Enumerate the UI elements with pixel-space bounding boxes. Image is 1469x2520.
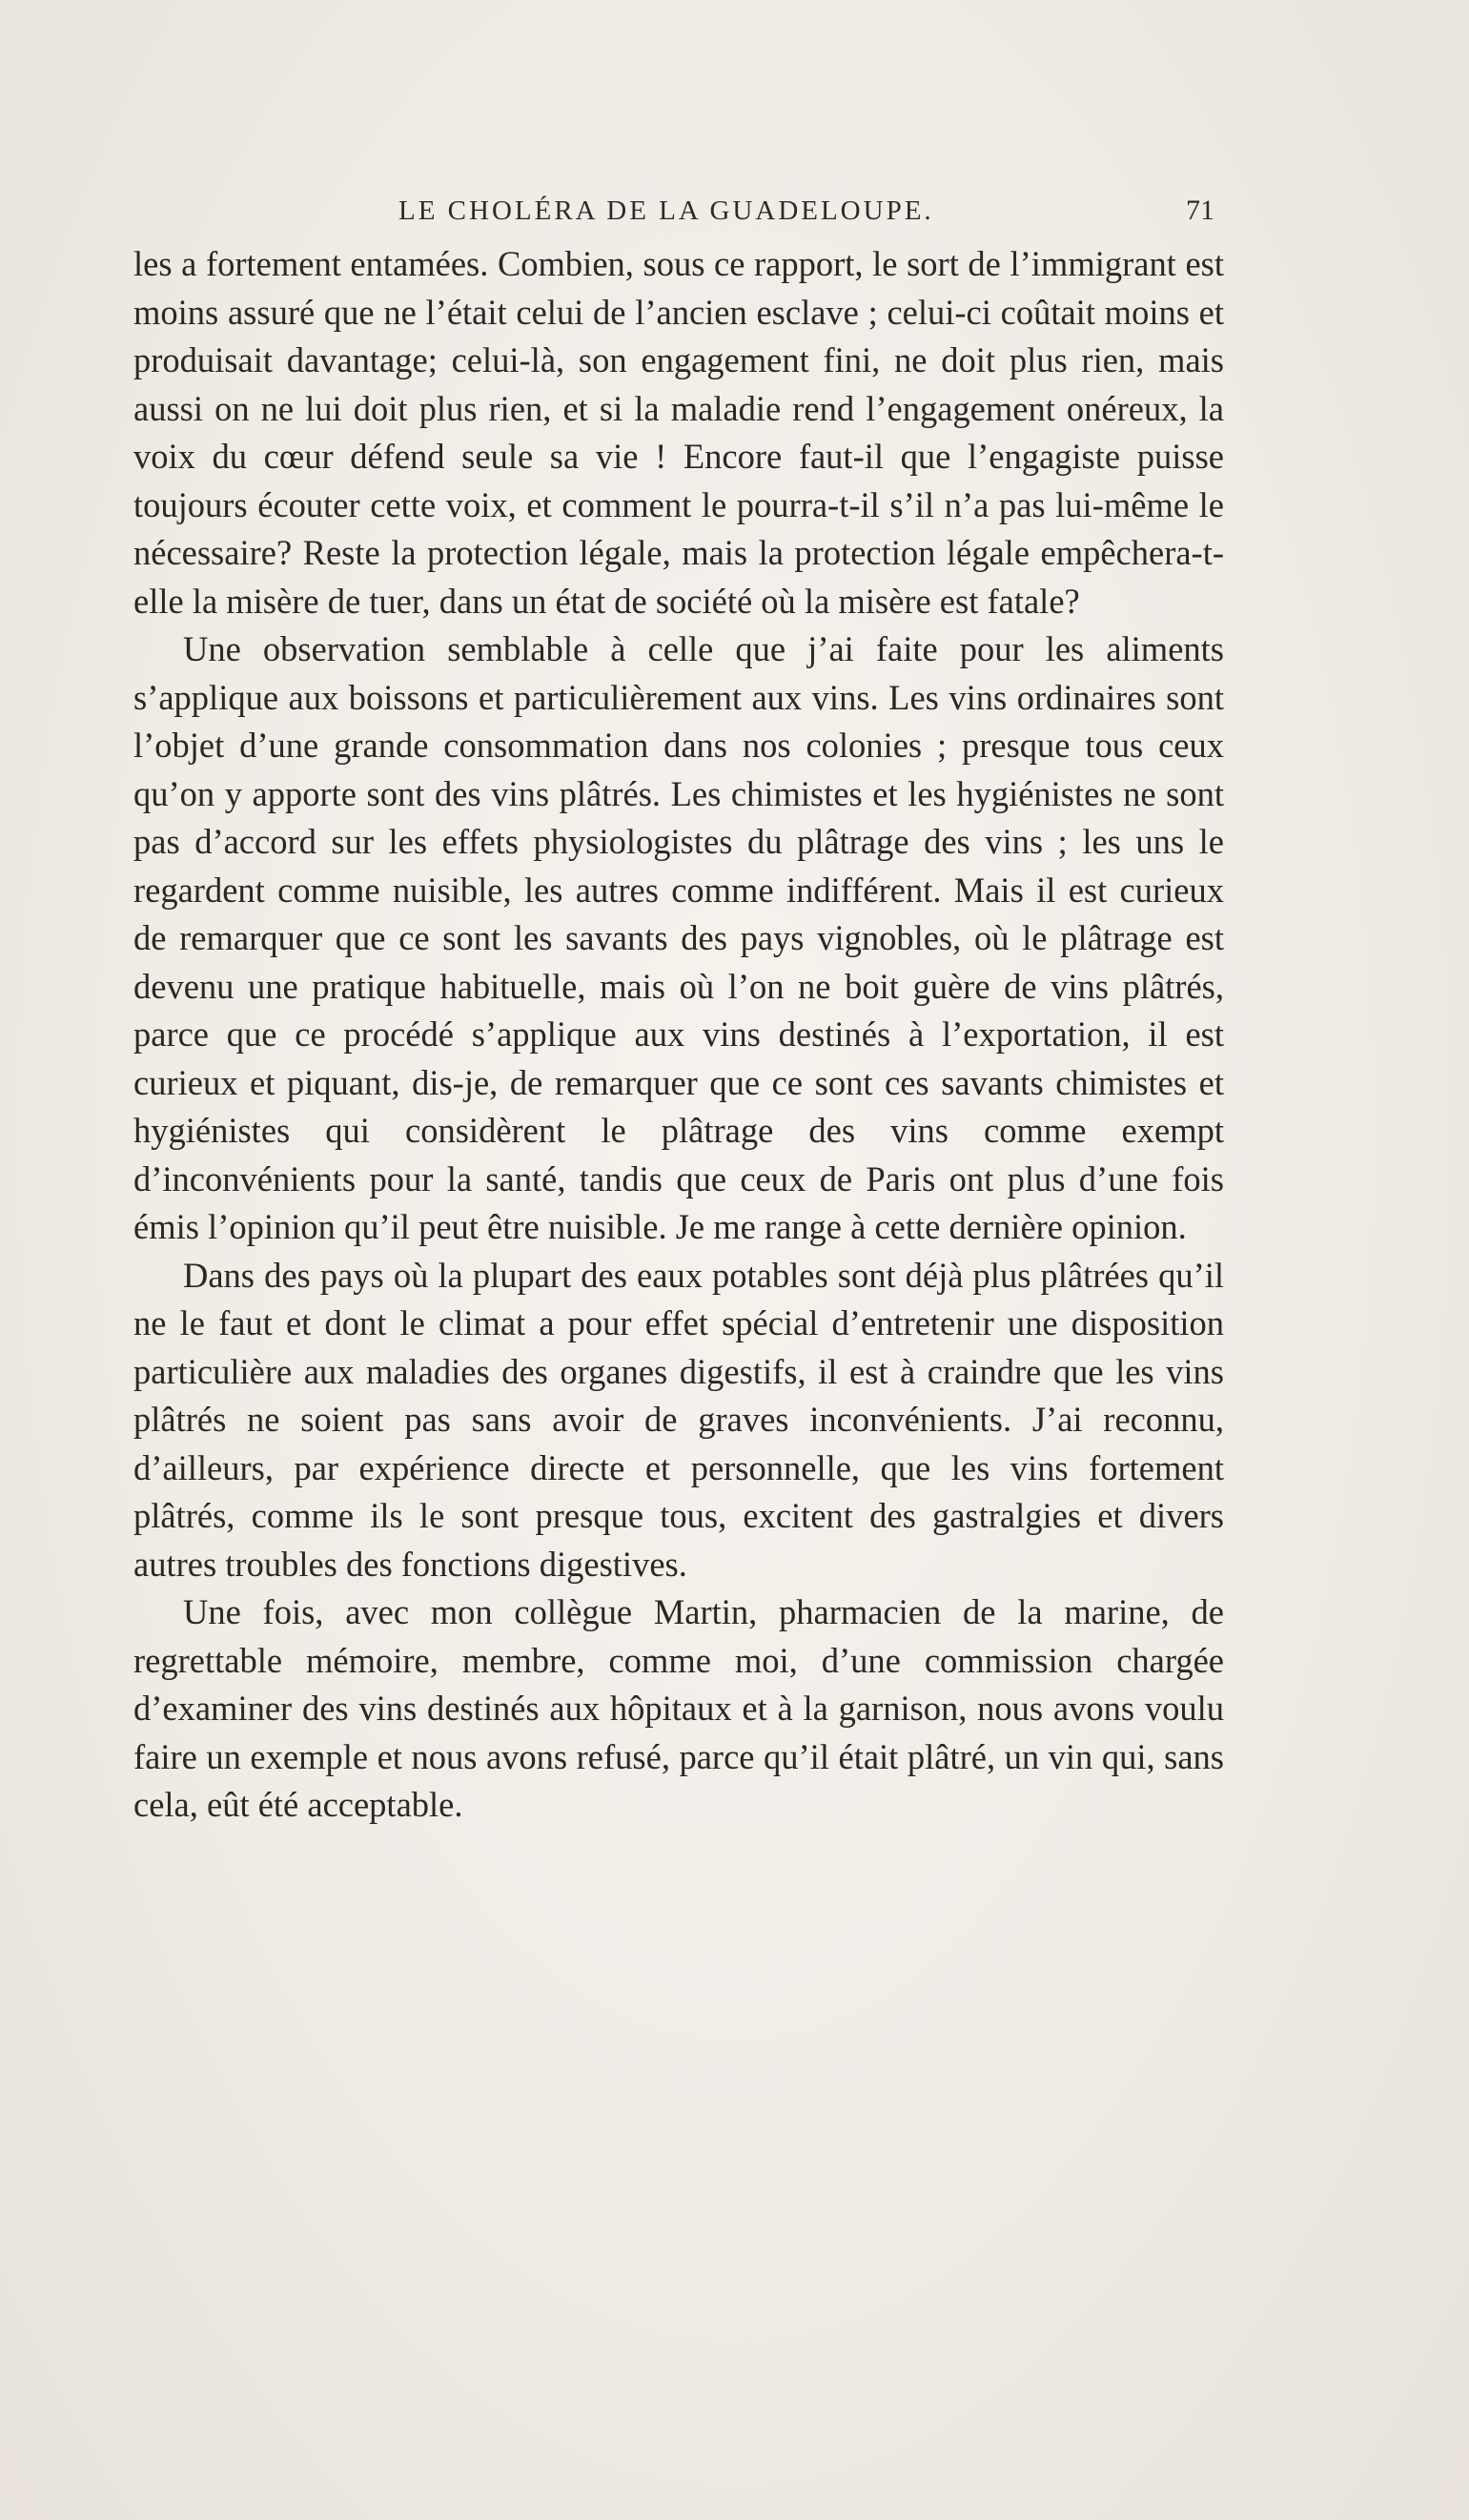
paragraph-potable-waters: Dans des pays où la plupart des eaux potables sont déjà plus plâtrées qu’il ne le faut et dont le climat a pour effet spécial d’entretenir une disposition particulière aux maladies des organes digestifs, il est à craindre que les vins plâtrés ne soient pas sans avoir de graves inconvénients. J’ai reconnu, d’ailleurs, par expérience directe et personnelle, que les vins fortement plâtrés, comme ils le sont presque tous, excitent des gastralgies et divers autres troubles des fonctions digestives. — [133, 1255, 1224, 1584]
body-text — [133, 240, 1224, 1830]
paragraph-martin-anecdote: Une fois, avec mon collègue Martin, pharmacien de la marine, de regrettable mémoire, membre, comme moi, d’une commission chargée d’examiner des vins destinés aux hôpitaux et à la garnison, nous avons voulu faire un exemple et nous avons refusé, parce qu’il était plâtré, un vin qui, sans cela, eût été acceptable. — [133, 1592, 1224, 1824]
paragraph-continued: les a fortement entamées. Combien, sous ce rapport, le sort de l’immigrant est moins assuré que ne l’était celui de l’ancien esclave ; celui-ci coûtait moins et produisait davantage; celui-là, son engagement fini, ne doit plus rien, mais aussi on ne lui doit plus rien, et si la maladie rend l’engagement onéreux, la voix du cœur défend seule sa vie ! Encore faut-il que l’engagiste puisse toujours écouter cette voix, et comment le pourra-t-il s’il n’a pas lui-même le nécessaire? Reste la protection légale, mais la protection légale empêchera-t-elle la misère de tuer, dans un état de société où la misère est fatale? — [133, 244, 1224, 621]
page-number: 71 — [1186, 195, 1214, 226]
running-title: LE CHOLÉRA DE LA GUADELOUPE. — [398, 195, 934, 226]
running-head — [0, 187, 1469, 235]
paragraph-wine-observation: Une observation semblable à celle que j’ai faite pour les aliments s’applique aux boissons et particulièrement aux vins. Les vins ordinaires sont l’objet d’une grande consommation dans nos colonies ; presque tous ceux qu’on y apporte sont des vins plâtrés. Les chimistes et les hygiénistes ne sont pas d’accord sur les effets physiologistes du plâtrage des vins ; les uns le regardent comme nuisible, les autres comme indifférent. Mais il est curieux de remarquer que ce sont les savants des pays vignobles, où le plâtrage est devenu une pratique habituelle, mais où l’on ne boit guère de vins plâtrés, parce que ce procédé s’applique aux vins destinés à l’exportation, il est curieux et piquant, dis-je, de remarquer que ce sont ces savants chimistes et hygiénistes qui considèrent le plâtrage des vins comme exempt d’inconvénients pour la santé, tandis que ceux de Paris ont plus d’une fois émis l’opinion qu’il peut être nuisible. Je me range à cette dernière opinion. — [133, 629, 1224, 1246]
